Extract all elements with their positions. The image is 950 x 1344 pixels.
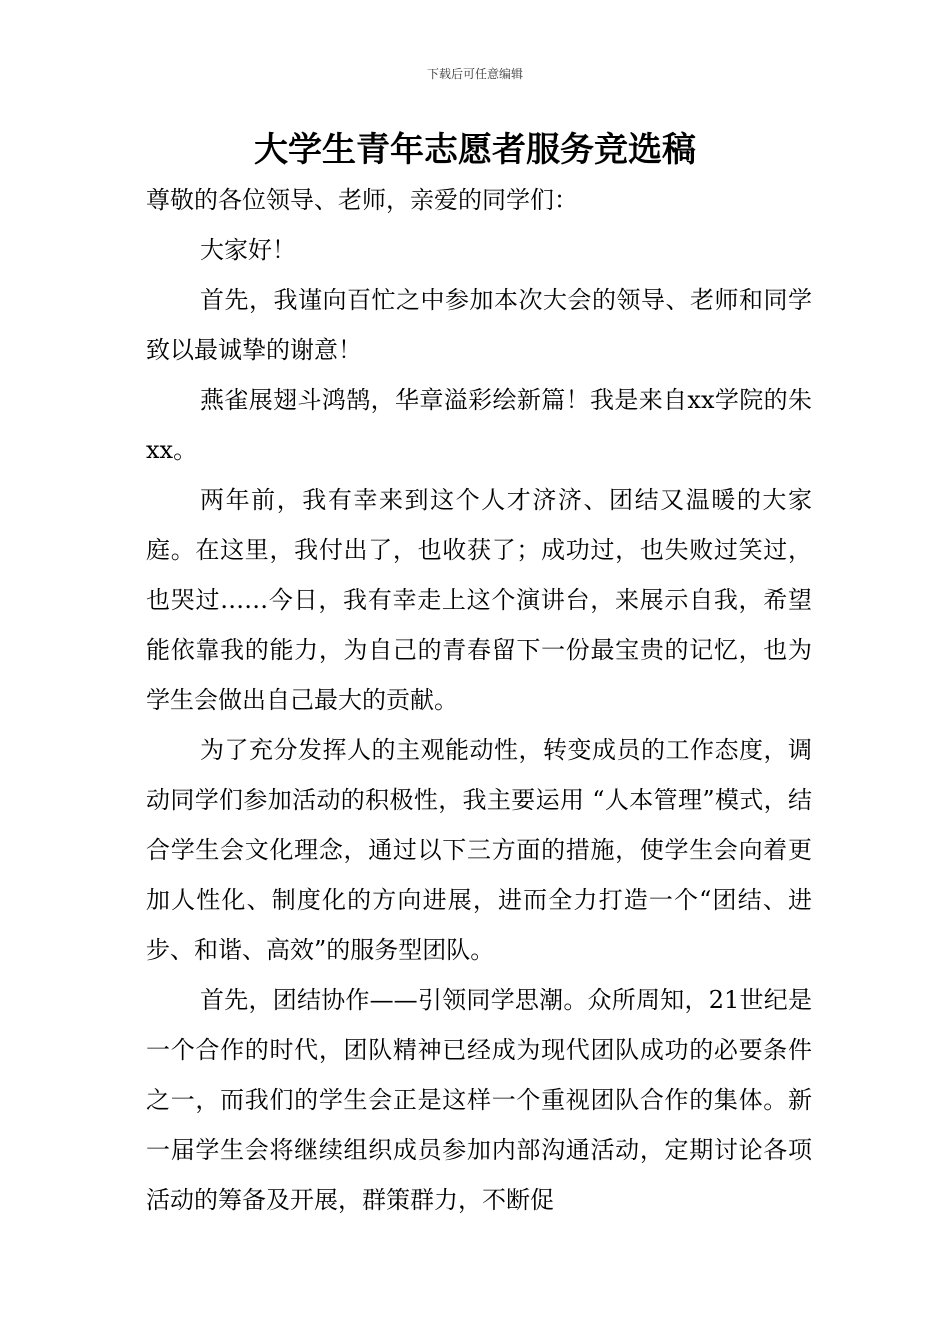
paragraph-greeting: 大家好！ [200,236,296,264]
paragraph-introduction: 燕雀展翅斗鸿鹄，华章溢彩绘新篇！我是来自xx学院的朱xx。 [146,386,812,464]
paragraph-management-model: 为了充分发挥人的主观能动性，转变成员的工作态度，调动同学们参加活动的积极性，我主要运用 “人本管理”模式，结合学生会文化理念，通过以下三方面的措施，使学生会向着更加人性化、制度化的方向进展，进而全力打造一个“团结、进步、和谐、高效”的服务型团队。 [146,736,812,964]
paragraph-thanks: 首先，我谨向百忙之中参加本次大会的领导、老师和同学致以最诚挚的谢意！ [146,286,812,364]
paragraph-teamwork: 首先，团结协作——引领同学思潮。众所周知，21世纪是一个合作的时代，团队精神已经成为现代团队成功的必要条件之一，而我们的学生会正是这样一个重视团队合作的集体。新一届学生会将继续组织成员参加内部沟通活动，定期讨论各项活动的筹备及开展，群策群力，不断促 [146,986,812,1214]
paragraph-experience: 两年前，我有幸来到这个人才济济、团结又温暖的大家庭。在这里，我付出了，也收获了；成功过，也失败过笑过，也哭过……今日，我有幸走上这个演讲台，来展示自我，希望能依靠我的能力，为自己的青春留下一份最宝贵的记忆，也为学生会做出自己最大的贡献。 [146,486,812,714]
header-note: 下载后可任意编辑 [426,67,523,81]
salutation: 尊敬的各位领导、老师，亲爱的同学们： [146,186,578,214]
document-body [146,175,812,1225]
document-title: 大学生青年志愿者服务竞选稿 [254,130,696,170]
